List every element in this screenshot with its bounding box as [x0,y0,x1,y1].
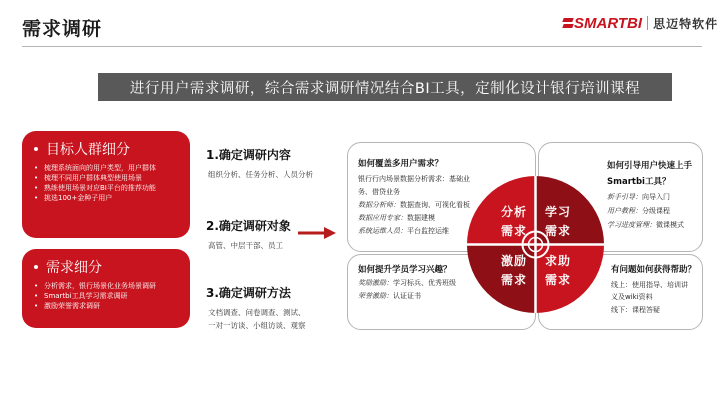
step-title: 2.确定调研对象 [206,219,291,233]
quadrant-text: 银行行内场景数据分析需求：基础业 [358,175,470,183]
card-title: 需求细分 [46,260,102,276]
quadrant-line [607,219,684,231]
title-divider [22,46,702,47]
quadrant-line [358,225,449,237]
smartbi-logo-icon [563,16,573,30]
quadrant-label: 荣誉激励： [358,292,393,300]
circle-label-line: 求助 [544,254,571,268]
quadrant-text: 线下：课程答疑 [611,306,660,314]
quadrant-text: 微课模式 [656,221,684,229]
card-title: 目标人群细分 [46,142,130,158]
quadrant-text: 义及wiki资料 [611,293,653,301]
circle-label-learning [541,203,575,241]
list-item: • 梳理系统面向的用户类型，用户群体 [34,163,182,173]
circle-label-line: 学习 [544,205,571,219]
circle-label-help [541,252,575,290]
list-item: • 梳理不同用户群体典型使用场景 [34,173,182,183]
quadrant-text: 认证证书 [393,292,421,300]
quadrant-text: 数据建模 [407,214,435,222]
quadrant-label: 奖励激励： [358,279,393,287]
quadrant-line [358,277,456,289]
circle-label-incentive [497,252,531,290]
quadrant-title: 有问题如何获得帮助？ [611,265,697,275]
quadrant-title: 如何提升学员学习兴趣？ [358,265,452,275]
step-line: 一对一访谈、小组访谈、观察 [208,321,306,330]
list-item: • 挑选100+金种子用户 [34,193,182,203]
target-group-card [22,131,190,238]
circle-label-analysis [497,203,531,241]
step-title: 3.确定调研方法 [206,286,291,300]
card-heading [22,249,190,277]
quadrant-label: 数据分析师： [358,201,400,209]
right-arrow-icon [298,227,336,239]
quadrant-label: 新手引导： [607,193,642,201]
quadrant-title: 如何引导用户快速上手 [607,161,693,171]
quadrant-line [611,304,660,316]
quadrant-text: 向导入门 [642,193,670,201]
card-list [22,277,190,311]
circle-label-line: 需求 [500,273,527,287]
quadrant-line [358,212,435,224]
logo-chinese-name: 思迈特软件 [653,16,719,31]
quadrant-label: 数据应用专家： [358,214,407,222]
brand-logo [563,13,718,33]
quadrant-text: 分级课程 [642,207,670,215]
page-title: 需求调研 [22,18,103,40]
step-line: 文档调查、问卷调查、测试、 [208,308,306,317]
needs-circle-graphic [467,176,604,313]
step-3 [206,284,306,332]
list-item: • 熟练使用场景对应BI平台的推荐功能 [34,183,182,193]
circle-label-line: 分析 [500,205,527,219]
quadrant-label: 用户教程： [607,207,642,215]
quadrant-line [358,173,470,185]
quadrant-text: 线上：使用指导、培训讲 [611,281,688,289]
step-2 [206,217,291,252]
card-list [22,159,190,203]
step-description: 组织分析、任务分析、人员分析 [208,170,313,179]
circle-label-line: 激励 [500,254,527,268]
list-item: • Smartbi工具学习需求调研 [34,291,182,301]
quadrant-line [607,191,670,203]
bullet-icon [34,147,38,151]
list-item: • 分析需求，银行场景化业务场景调研 [34,281,182,291]
quadrant-line [358,186,400,198]
step-1 [206,146,313,181]
quadrant-title: 如何覆盖多用户需求？ [358,159,444,169]
circle-label-line: 需求 [500,224,527,238]
quadrant-text: 务、借贷业务 [358,188,400,196]
needs-circle [467,176,604,313]
step-description [206,306,306,332]
logo-divider [647,16,648,30]
logo-text: SMARTBI [574,14,643,32]
quadrant-label: 系统运维人员： [358,227,407,235]
step-title: 1.确定调研内容 [206,148,291,162]
circle-label-line: 需求 [544,224,571,238]
requirement-card [22,249,190,328]
quadrant-title: Smartbi工具？ [607,177,671,187]
quadrant-label: 学习进度管理： [607,221,656,229]
quadrant-line [358,290,421,302]
quadrant-line [611,291,653,303]
quadrant-line [358,199,470,211]
quadrant-text: 平台监控运维 [407,227,449,235]
list-item: • 激励荣誉需求调研 [34,301,182,311]
quadrant-line [611,279,688,291]
quadrant-text: 学习标兵、优秀班级 [393,279,456,287]
bullet-icon [34,265,38,269]
quadrant-line [607,205,670,217]
quadrant-text: 数据查询、可视化看板 [400,201,470,209]
summary-banner: 进行用户需求调研，综合需求调研情况结合BI工具，定制化设计银行培训课程 [98,73,672,101]
step-description: 高管、中层干部、员工 [208,241,283,250]
circle-label-line: 需求 [544,273,571,287]
card-heading [22,131,190,159]
